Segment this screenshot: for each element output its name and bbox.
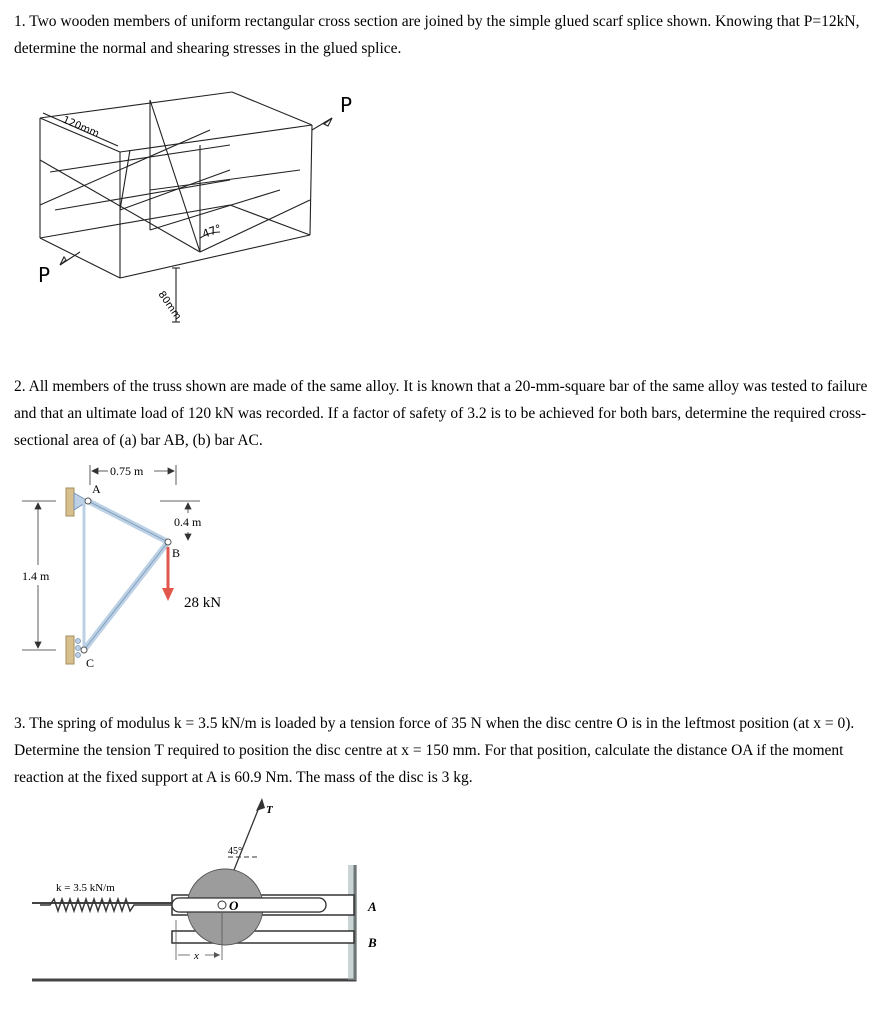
spring-disc-figure xyxy=(0,795,896,995)
angle-label: 47° xyxy=(200,221,224,241)
point-c-label: C xyxy=(86,656,95,670)
truss-figure xyxy=(0,455,896,685)
problem-1-text: 1. Two wooden members of uniform rectangular cross section are joined by the simple glued scarf splice shown. Knowing that P=12kN, determine the normal and shearing stresses in the glued splice. xyxy=(14,13,860,57)
load-label-left: P xyxy=(38,263,51,287)
point-a-label: A xyxy=(92,482,101,496)
height-dimension-label: 80mm xyxy=(155,289,184,323)
dim-vertical-total-label: 1.4 m xyxy=(22,569,50,583)
load-label-right: P xyxy=(340,93,353,117)
x-label: x xyxy=(194,950,199,962)
dim-horizontal-label: 0.75 m xyxy=(110,464,144,478)
point-b-label-3: B xyxy=(368,935,377,950)
dim-vertical-small-label: 0.4 m xyxy=(174,515,202,529)
spring-label: k = 3.5 kN/m xyxy=(56,882,115,894)
problem-2-text: 2. All members of the truss shown are made of the same alloy. It is known that a 20-mm-square bar of the same alloy was tested to failure and that an ultimate load of 120 kN was recorded. If a factor of safety of 3.2 is to be achieved for both bars, determine the required cross-sectional area of (a) bar AB, (b) bar AC. xyxy=(14,378,868,449)
point-b-label: B xyxy=(172,546,181,560)
point-a-label-3: A xyxy=(368,899,377,914)
load-label: 28 kN xyxy=(184,595,222,611)
center-o-label: O xyxy=(229,898,239,913)
scarf-splice-figure xyxy=(0,0,896,360)
problem-3-text: 3. The spring of modulus k = 3.5 kN/m is loaded by a tension force of 35 N when the disc centre O is in the leftmost position (at x = 0). Determine the tension T required to position the disc centre at x = 150 mm. For that position, calculate the distance OA if the moment reaction at the fixed support at A is 60.9 Nm. The mass of the disc is 3 kg. xyxy=(14,715,855,786)
width-dimension-label: 120mm xyxy=(60,114,101,140)
tension-label: T xyxy=(266,804,273,816)
angle-label-45: 45° xyxy=(228,846,242,857)
